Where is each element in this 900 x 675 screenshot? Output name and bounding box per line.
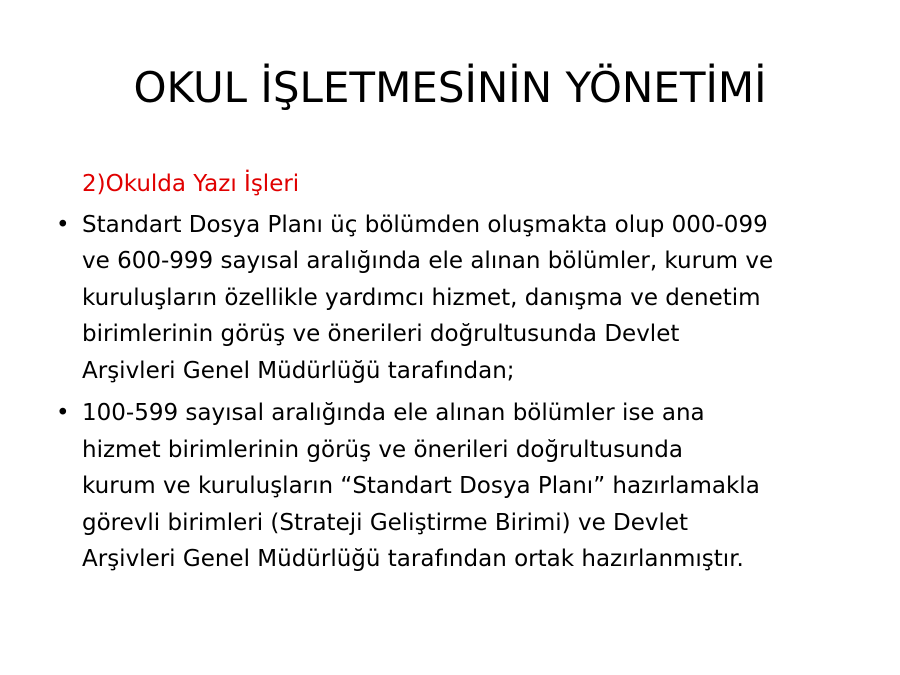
bullet-line: birimlerinin görüş ve önerileri doğrultusunda Devlet: [82, 321, 680, 347]
slide-content: [40, 166, 855, 584]
bullet-dot-icon: •: [56, 400, 70, 426]
slide-title: OKUL İŞLETMESİNİN YÖNETİMİ: [133, 63, 767, 112]
bullet-line: kurum ve kuruluşların “Standart Dosya Planı” hazırlamakla: [82, 473, 760, 499]
bullet-item: [40, 395, 855, 578]
bullet-dot-icon: •: [56, 211, 70, 238]
bullet-line: 100-599 sayısal aralığında ele alınan bölümler ise ana: [82, 400, 705, 426]
bullet-line: ve 600-999 sayısal aralığında ele alınan bölümler, kurum ve: [82, 248, 774, 274]
bullet-line: hizmet birimlerinin görüş ve önerileri doğrultusunda: [82, 436, 683, 463]
bullet-line: kuruluşların özellikle yardımcı hizmet, danışma ve denetim: [82, 284, 761, 311]
bullet-list: [40, 207, 855, 578]
bullet-line: görevli birimleri (Strateji Geliştirme Birimi) ve Devlet: [82, 509, 689, 536]
bullet-line: Arşivleri Genel Müdürlüğü tarafından;: [82, 357, 515, 384]
bullet-item: [40, 207, 855, 390]
bullet-line: Arşivleri Genel Müdürlüğü tarafından ortak hazırlanmıştır.: [82, 546, 744, 572]
section-subheading: 2)Okulda Yazı İşleri: [82, 171, 300, 197]
bullet-line: Standart Dosya Planı üç bölümden oluşmakta olup 000-099: [82, 211, 768, 238]
